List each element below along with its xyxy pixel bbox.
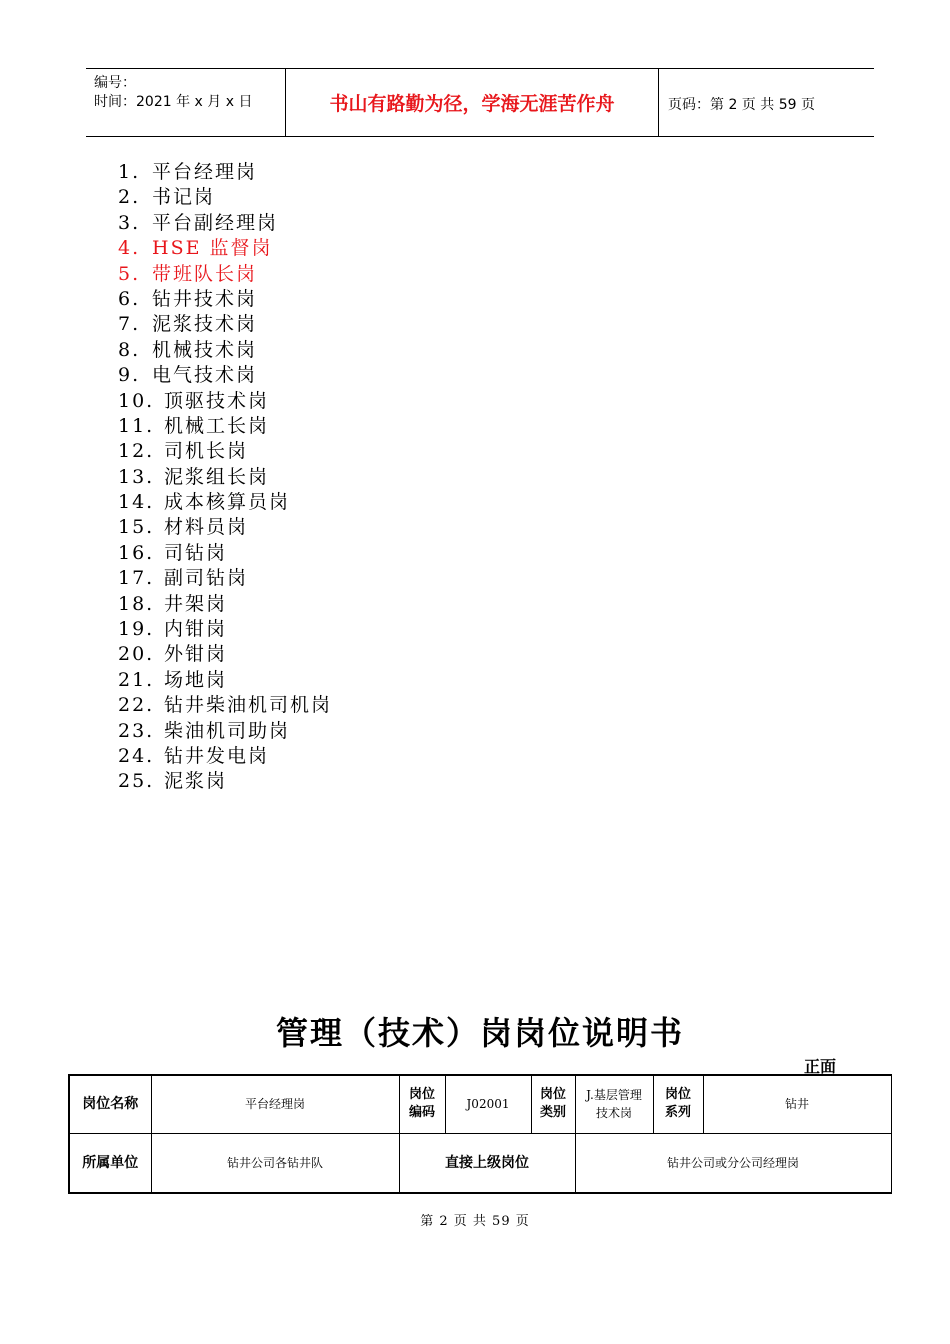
post-name-value: 平台经理岗: [151, 1075, 399, 1133]
header-meta: [86, 69, 286, 136]
list-item: [118, 465, 332, 490]
list-item: [118, 287, 332, 312]
list-item-number: 12.: [118, 440, 155, 463]
list-item-label: 井架岗: [164, 592, 228, 615]
list-item-number: 25.: [118, 770, 155, 793]
list-item-label: 书记岗: [152, 186, 216, 209]
list-item-label: 柴油机司助岗: [164, 719, 291, 742]
post-category-label: 岗位 类别: [531, 1075, 575, 1133]
list-item: [118, 668, 332, 693]
front-side-label: 正面: [804, 1057, 837, 1076]
list-item-number: 3.: [118, 211, 141, 234]
list-item: [118, 693, 332, 718]
list-item: [118, 389, 332, 414]
list-item-label: 电气技术岗: [152, 364, 258, 387]
table-row: [69, 1075, 891, 1133]
list-item: [118, 592, 332, 617]
list-item-number: 11.: [118, 414, 155, 437]
post-series-label: 岗位 系列: [653, 1075, 703, 1133]
list-item: [118, 744, 332, 769]
list-item: [118, 262, 332, 287]
post-name-label: 岗位名称: [69, 1075, 151, 1133]
list-item-label: HSE 监督岗: [152, 237, 273, 260]
list-item-label: 成本核算员岗: [164, 491, 291, 514]
list-item-label: 顶驱技术岗: [164, 389, 270, 412]
list-item: [118, 515, 332, 540]
list-item-label: 平台副经理岗: [152, 211, 279, 234]
superior-post-value: 钻井公司或分公司经理岗: [575, 1133, 891, 1193]
list-item-label: 机械技术岗: [152, 338, 258, 361]
post-category-value: J.基层管理 技术岗: [575, 1075, 653, 1133]
list-item: [118, 617, 332, 642]
list-item-label: 材料员岗: [164, 516, 249, 539]
list-item-number: 16.: [118, 541, 155, 564]
list-item: [118, 236, 332, 261]
list-item-label: 内钳岗: [164, 618, 228, 641]
list-item-number: 20.: [118, 643, 155, 666]
list-item-number: 22.: [118, 694, 155, 717]
list-item-label: 外钳岗: [164, 643, 228, 666]
list-item-number: 17.: [118, 567, 155, 590]
list-item: [118, 566, 332, 591]
list-item-label: 副司钻岗: [164, 567, 249, 590]
list-item: [118, 642, 332, 667]
list-item-number: 8.: [118, 338, 141, 361]
page-header: [86, 68, 874, 137]
list-item-number: 7.: [118, 313, 141, 336]
list-item-label: 泥浆组长岗: [164, 465, 270, 488]
list-item: [118, 719, 332, 744]
list-item-number: 19.: [118, 618, 155, 641]
list-item: [118, 490, 332, 515]
list-item: [118, 211, 332, 236]
list-item-label: 钻井柴油机司机岗: [164, 694, 333, 717]
list-item-label: 泥浆岗: [164, 770, 228, 793]
header-code-label: 编号：: [94, 75, 136, 91]
list-item-number: 15.: [118, 516, 155, 539]
post-code-label: 岗位 编码: [399, 1075, 445, 1133]
header-page-info: 页码：第 2 页 共 59 页: [668, 97, 815, 113]
list-item-label: 平台经理岗: [152, 161, 258, 183]
list-item: [118, 541, 332, 566]
list-item: [118, 312, 332, 337]
list-item-label: 钻井技术岗: [152, 287, 258, 310]
list-item: [118, 185, 332, 210]
page-footer: 第 2 页 共 59 页: [420, 1214, 530, 1229]
list-item: [118, 338, 332, 363]
header-slogan: 书山有路勤为径，学海无涯苦作舟: [286, 69, 659, 136]
list-item-number: 5.: [118, 262, 141, 285]
list-item-number: 23.: [118, 719, 155, 742]
list-item-label: 带班队长岗: [152, 262, 258, 285]
list-item-label: 机械工长岗: [164, 414, 270, 437]
list-item-number: 1.: [118, 161, 141, 183]
list-item-number: 6.: [118, 287, 141, 310]
list-item: [118, 160, 332, 185]
list-item-label: 司钻岗: [164, 541, 228, 564]
unit-label: 所属单位: [69, 1133, 151, 1193]
list-item-label: 钻井发电岗: [164, 744, 270, 767]
list-item-number: 18.: [118, 592, 155, 615]
list-item-label: 场地岗: [164, 668, 228, 691]
list-item: [118, 363, 332, 388]
list-item-number: 24.: [118, 744, 155, 767]
list-item-number: 4.: [118, 237, 141, 260]
list-item-number: 14.: [118, 491, 155, 514]
post-code-value: J02001: [445, 1075, 531, 1133]
table-row: [69, 1133, 891, 1193]
unit-value: 钻井公司各钻井队: [151, 1133, 399, 1193]
list-item-number: 13.: [118, 465, 155, 488]
header-time-label: 时间：2021 年 x 月 x 日: [94, 94, 253, 110]
list-item-number: 21.: [118, 668, 155, 691]
list-item: [118, 769, 332, 794]
post-series-value: 钻井: [703, 1075, 891, 1133]
superior-post-label: 直接上级岗位: [399, 1133, 575, 1193]
list-item: [118, 439, 332, 464]
list-item-number: 9.: [118, 364, 141, 387]
list-item: [118, 414, 332, 439]
form-title: 管理（技术）岗岗位说明书: [275, 1014, 684, 1052]
list-item-label: 司机长岗: [164, 440, 249, 463]
list-item-label: 泥浆技术岗: [152, 313, 258, 336]
list-item-number: 2.: [118, 186, 141, 209]
list-item-number: 10.: [118, 389, 155, 412]
job-description-table: [68, 1074, 892, 1194]
post-list: [118, 160, 332, 795]
